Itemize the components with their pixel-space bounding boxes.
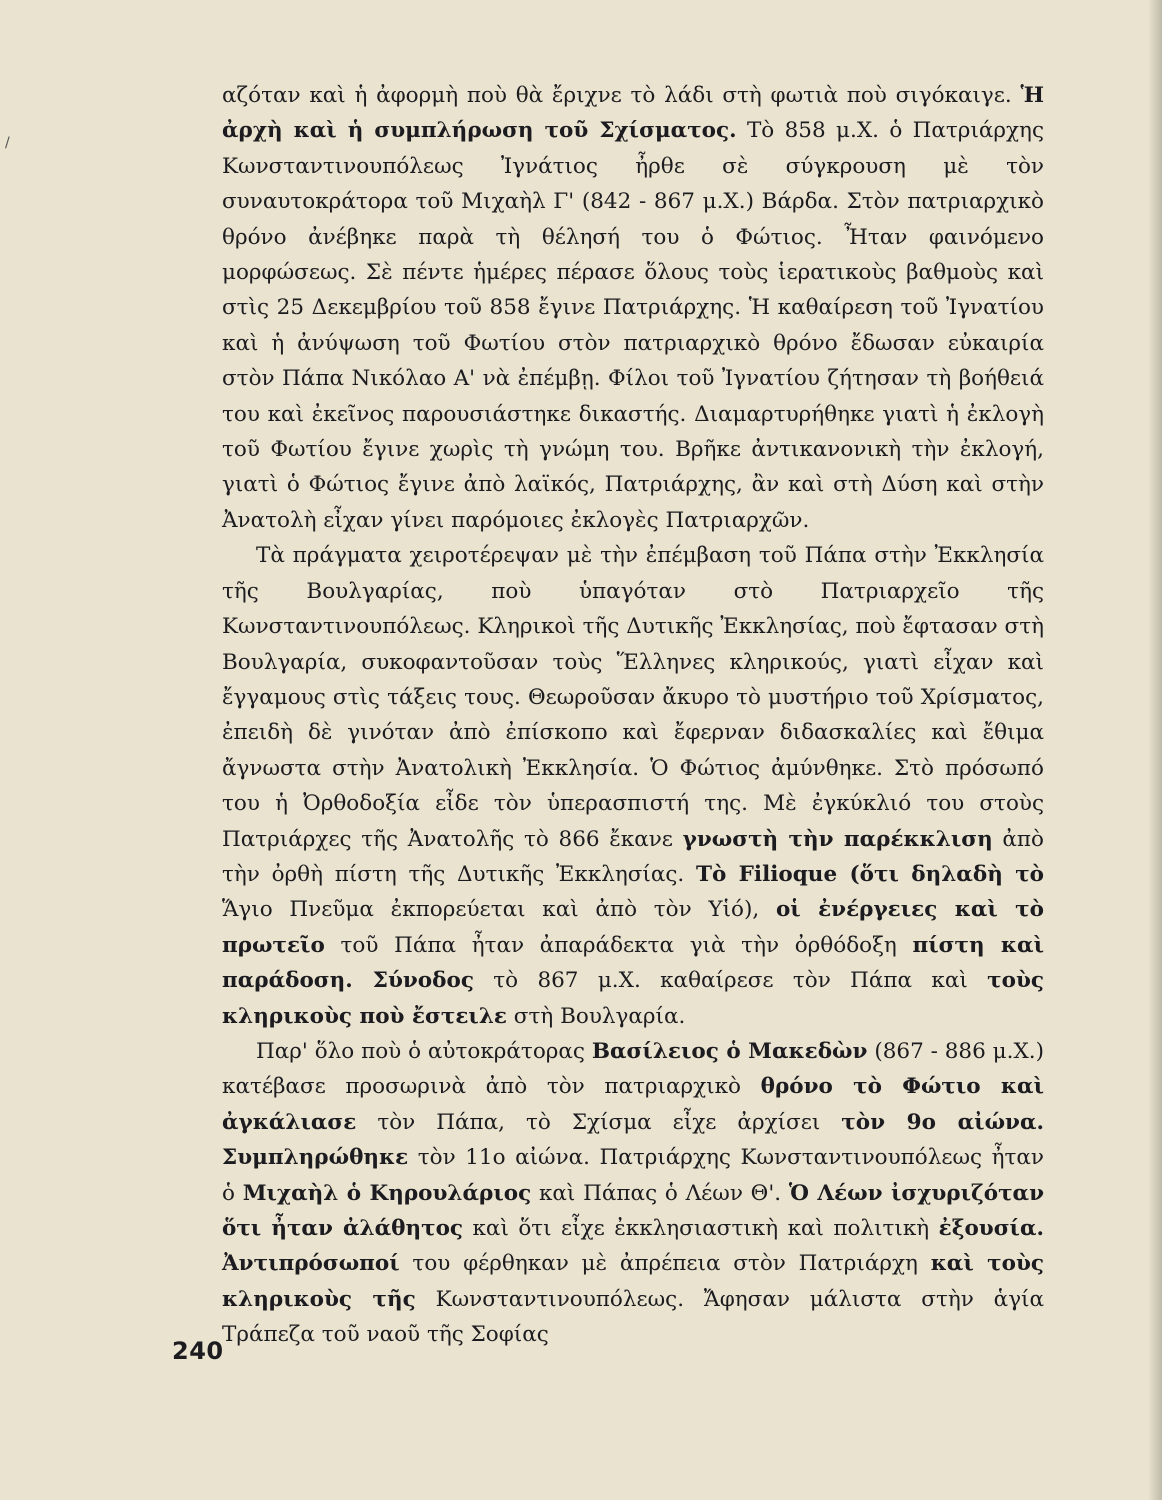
bold-segment: γνωστὴ τὴν παρέκκλιση [682, 826, 993, 852]
bold-segment: οἱ ἐνέργειες καὶ τὸ πρωτεῖο [222, 897, 1044, 958]
page-number: 240 [172, 1337, 224, 1365]
text-segment: καὶ Πάπας ὁ Λέων Θ'. [531, 1180, 789, 1206]
text-segment: τὸν Πάπα, τὸ Σχίσμα εἶχε ἀρχίσει [356, 1109, 842, 1135]
paragraph-1 [222, 78, 1044, 538]
text-segment: καὶ ὅτι εἶχε ἐκκλησιαστικὴ καὶ πολιτικὴ [463, 1216, 939, 1241]
text-segment: τὸ 867 μ.Χ. καθαίρεσε τὸν Πάπα καὶ [473, 968, 988, 994]
body-text [222, 78, 1044, 1353]
text-segment: Τὰ πράγματα χειροτέρεψαν μὲ τὴν ἐπέμβαση τοῦ Πάπα στὴν Ἐκκλησία τῆς Βουλγαρίας, ποὺ ὑπαγόταν στὸ Πατριαρχεῖο τῆς Κωνσταντινουπόλεως. Κληρικοὶ τῆς Δυτικῆς Ἐκκλησίας, ποὺ ἔφτασαν στὴ Βουλγαρία, συκοφαντοῦσαν τοὺς Ἕλληνες κληρικούς, γιατὶ εἶχαν καὶ ἔγγαμους στὶς τάξεις τους. Θεωροῦσαν ἄκυρο τὸ μυστήριο τοῦ Χρίσματος, ἐπειδὴ δὲ γινόταν ἀπὸ ἐπίσκοπο καὶ ἔφερναν διδασκαλίες καὶ ἔθιμα ἄγνωστα στὴν Ἀνατολικὴ Ἐκκλησία. Ὁ Φώτιος ἀμύνθηκε. Στὸ πρόσωπό του ἡ Ὀρθοδοξία εἶδε τὸν ὑπερασπιστή της. [222, 543, 1044, 817]
text-segment: Κωνσταντινουπόλεως. Ἄφησαν μάλιστα στὴν ἁγία Τράπεζα τοῦ ναοῦ τῆς Σοφίας [222, 1286, 1044, 1348]
text-segment: (867 - 886 μ.Χ.) κατέβασε προσωρινὰ ἀπὸ τὸν πατριαρχικὸ [222, 1038, 1044, 1100]
section-heading: Ἡ ἀρχὴ καὶ ἡ συμπλήρωση τοῦ Σχίσματος. [222, 83, 1044, 144]
text-segment: αζόταν καὶ ἡ ἀφορμὴ ποὺ θὰ ἔριχνε τὸ λάδι στὴ φωτιὰ ποὺ σιγόκαιγε. [222, 83, 1021, 108]
bold-segment: καὶ τοὺς κληρικοὺς τῆς [222, 1251, 1044, 1312]
bold-segment: Μιχαὴλ ὁ Κηρουλάριος [242, 1180, 532, 1206]
text-segment: Τὸ 858 μ.Χ. ὁ Πατριάρχης Κωνσταντινουπόλεως Ἰγνάτιος ἦρθε σὲ σύγκρουση μὲ τὸν συναυτοκράτορα τοῦ Μιχαὴλ Γ' (842 - 867 μ.Χ.) Βάρδα. Στὸν πατριαρχικὸ θρόνο ἀνέβηκε παρὰ τὴ θέλησή του ὁ Φώτιος. Ἦταν φαινόμενο μορφώσεως. Σὲ πέντε ἡμέρες πέρασε ὅλους τοὺς ἱερατικοὺς βαθμοὺς καὶ στὶς 25 Δεκεμβρίου τοῦ 858 ἔγινε Πατριάρχης. Ἡ καθαίρεση τοῦ Ἰγνατίου καὶ ἡ ἀνύψωση τοῦ Φωτίου στὸν πατριαρχικὸ θρόνο ἔδωσαν εὐκαιρία στὸν Πάπα Νικόλαο Α' νὰ ἐπέμβῃ. Φίλοι τοῦ Ἰγνατίου ζήτησαν τὴ βοήθειά του καὶ ἐκεῖνος παρουσιάστηκε δικαστής. Διαμαρτυρήθηκε γιατὶ ἡ ἐκλογὴ τοῦ Φωτίου ἔγινε χωρὶς τὴ γνώμη του. Βρῆκε ἀντικανονικὴ τὴν ἐκλογή, γιατὶ ὁ Φώτιος ἔγινε ἀπὸ λαϊκός, Πατριάρχης, ἂν καὶ στὴ Δύση καὶ στὴν Ἀνατολὴ εἶχαν γίνει παρόμοιες ἐκλογὲς Πατριαρχῶν. [222, 118, 1044, 533]
text-segment: Ἅγιο Πνεῦμα ἐκπορεύεται καὶ ἀπὸ τὸν Υἱό), [222, 897, 776, 923]
bold-segment: ἐξουσία. Ἀντιπρόσωποί [222, 1216, 1044, 1277]
bold-segment: πίστη καὶ παράδοση. Σύνοδος [222, 932, 1044, 994]
text-segment: στὴ Βουλγαρία. [506, 1003, 686, 1029]
paragraph-3 [222, 1034, 1044, 1353]
text-segment: ἀπὸ τὴν ὀρθὴ πίστη τῆς Δυτικῆς Ἐκκλησίας. [222, 826, 1045, 887]
text-segment: του φέρθηκαν μὲ ἀπρέπεια στὸν Πατριάρχη [399, 1251, 931, 1277]
page-spine-shadow [1148, 0, 1162, 1500]
bold-segment: τοὺς κληρικοὺς ποὺ ἔστειλε [222, 968, 1044, 1029]
text-segment: τὸν 11ο αἰώνα. Πατριάρχης Κωνσταντινουπόλεως ἦταν ὁ [222, 1145, 1044, 1206]
bold-segment: Ὁ Λέων ἰσχυριζόταν ὅτι ἦταν ἀλάθητος [222, 1180, 1044, 1241]
text-segment: Παρ' ὅλο ποὺ ὁ αὐτοκράτορας [256, 1038, 592, 1064]
bold-segment: θρόνο τὸ Φώτιο καὶ ἀγκάλιασε [222, 1074, 1044, 1135]
bold-segment: τὸν 9ο αἰώνα. Συμπληρώθηκε [222, 1109, 1044, 1171]
bold-segment: Βασίλειος ὁ Μακεδὼν [591, 1038, 868, 1064]
paragraph-2 [222, 538, 1044, 1034]
margin-mark: / [5, 135, 10, 151]
text-segment: τοῦ Πάπα ἦταν ἀπαράδεκτα γιὰ τὴν ὀρθόδοξη [324, 932, 913, 958]
bold-segment: Τὸ Filioque (ὅτι δηλαδὴ τὸ [695, 861, 1045, 887]
text-segment: Μὲ ἐγκύκλιό του στοὺς Πατριάρχες τῆς Ἀνατολῆς τὸ 866 ἔκανε [222, 791, 1045, 852]
